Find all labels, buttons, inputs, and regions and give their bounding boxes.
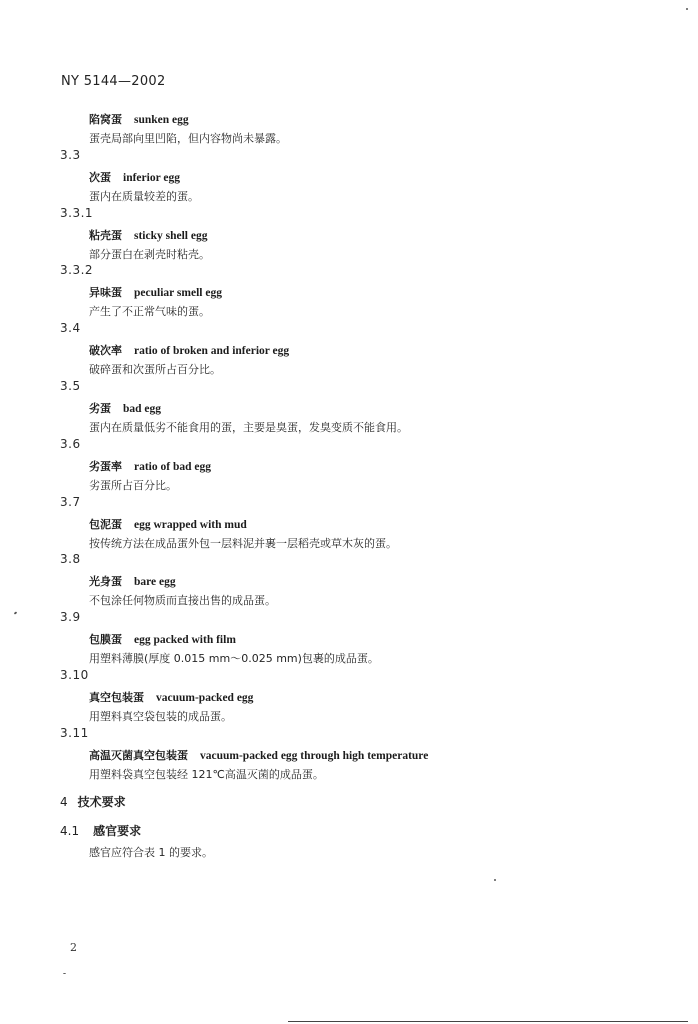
entry-number: 3.3.1 [60, 205, 94, 220]
entry-number: 3.6 [60, 436, 81, 451]
section-4-1-number: 4.1 [60, 824, 80, 838]
term-line [89, 342, 289, 358]
term-english: ratio of bad egg [134, 460, 211, 473]
term-chinese: 高温灭菌真空包装蛋 [89, 748, 188, 762]
scan-speck [686, 8, 688, 10]
term-english: egg packed with film [134, 634, 236, 647]
term-english: sunken egg [134, 114, 189, 126]
term-english: vacuum-packed egg through high temperature [200, 749, 429, 762]
term-english: bare egg [134, 576, 176, 589]
term-chinese: 劣蛋 [89, 402, 111, 415]
term-definition: 劣蛋所占百分比。 [89, 478, 177, 492]
term-chinese: 次蛋 [89, 170, 111, 184]
term-definition: 破碎蛋和次蛋所占百分比。 [89, 363, 221, 377]
term-line [89, 169, 180, 185]
term-chinese: 包膜蛋 [89, 633, 122, 647]
entry-number: 3.11 [60, 725, 89, 740]
term-definition: 蛋壳局部向里凹陷，但内容物尚未暴露。 [89, 132, 287, 145]
page-number: 2 [70, 941, 77, 954]
term-english: sticky shell egg [134, 229, 208, 242]
term-definition: 不包涂任何物质而直接出售的成品蛋。 [89, 594, 276, 608]
term-english: peculiar smell egg [134, 287, 222, 300]
term-line [89, 458, 211, 474]
entry-number: 3.8 [60, 552, 81, 567]
term-chinese: 包泥蛋 [89, 517, 122, 531]
term-english: ratio of broken and inferior egg [134, 345, 290, 358]
term-definition: 部分蛋白在剥壳时粘壳。 [89, 247, 210, 261]
term-english: bad egg [123, 403, 162, 415]
entry-number: 3.9 [60, 610, 81, 625]
term-line [89, 111, 189, 127]
term-definition: 按传统方法在成品蛋外包一层料泥并裹一层稻壳或草木灰的蛋。 [89, 536, 397, 550]
section-4-heading [60, 793, 126, 810]
term-line [89, 573, 176, 589]
entry-number: 3.4 [60, 321, 81, 336]
section-4-1-text: 感官应符合表 1 的要求。 [89, 846, 213, 859]
term-line [89, 631, 236, 647]
term-line [89, 747, 428, 763]
section-4-number: 4 [60, 795, 68, 809]
term-chinese: 破次率 [89, 344, 122, 358]
term-english: egg wrapped with mud [134, 518, 247, 531]
entry-number: 3.10 [60, 668, 89, 682]
term-chinese: 光身蛋 [89, 575, 122, 589]
scan-speck [14, 611, 18, 614]
term-chinese: 异味蛋 [89, 286, 122, 300]
section-4-title: 技术要求 [77, 795, 126, 809]
term-line [89, 516, 247, 532]
term-line [89, 284, 222, 300]
term-definition: 产生了不正常气味的蛋。 [89, 305, 210, 319]
term-chinese: 真空包装蛋 [89, 691, 144, 704]
term-line [89, 400, 161, 416]
term-chinese: 粘壳蛋 [89, 228, 122, 242]
term-chinese: 陷窝蛋 [89, 113, 122, 126]
term-definition: 蛋内在质量低劣不能食用的蛋，主要是臭蛋，发臭变质不能食用。 [89, 421, 408, 434]
scan-speck [63, 973, 66, 974]
entry-number: 3.3.2 [60, 263, 94, 278]
term-english: vacuum-packed egg [156, 692, 254, 704]
standard-code-header: NY 5144—2002 [61, 74, 166, 89]
term-english: inferior egg [123, 171, 180, 184]
term-definition: 用塑料真空袋包装的成品蛋。 [89, 710, 232, 723]
section-4-1-title: 感官要求 [93, 824, 142, 838]
entry-number: 3.3 [60, 147, 81, 162]
scan-speck [494, 879, 496, 881]
term-definition: 用塑料袋真空包装经 121℃高温灭菌的成品蛋。 [89, 767, 324, 781]
entry-number: 3.5 [60, 379, 81, 393]
entry-number: 3.7 [60, 494, 81, 509]
term-line [89, 227, 207, 243]
term-line [89, 689, 253, 705]
scan-edge-line [288, 1021, 688, 1022]
term-definition: 蛋内在质量较差的蛋。 [89, 189, 199, 203]
term-definition: 用塑料薄膜(厚度 0.015 mm～0.025 mm)包裹的成品蛋。 [89, 652, 379, 666]
term-chinese: 劣蛋率 [89, 459, 122, 473]
section-4-1-heading [60, 822, 141, 839]
